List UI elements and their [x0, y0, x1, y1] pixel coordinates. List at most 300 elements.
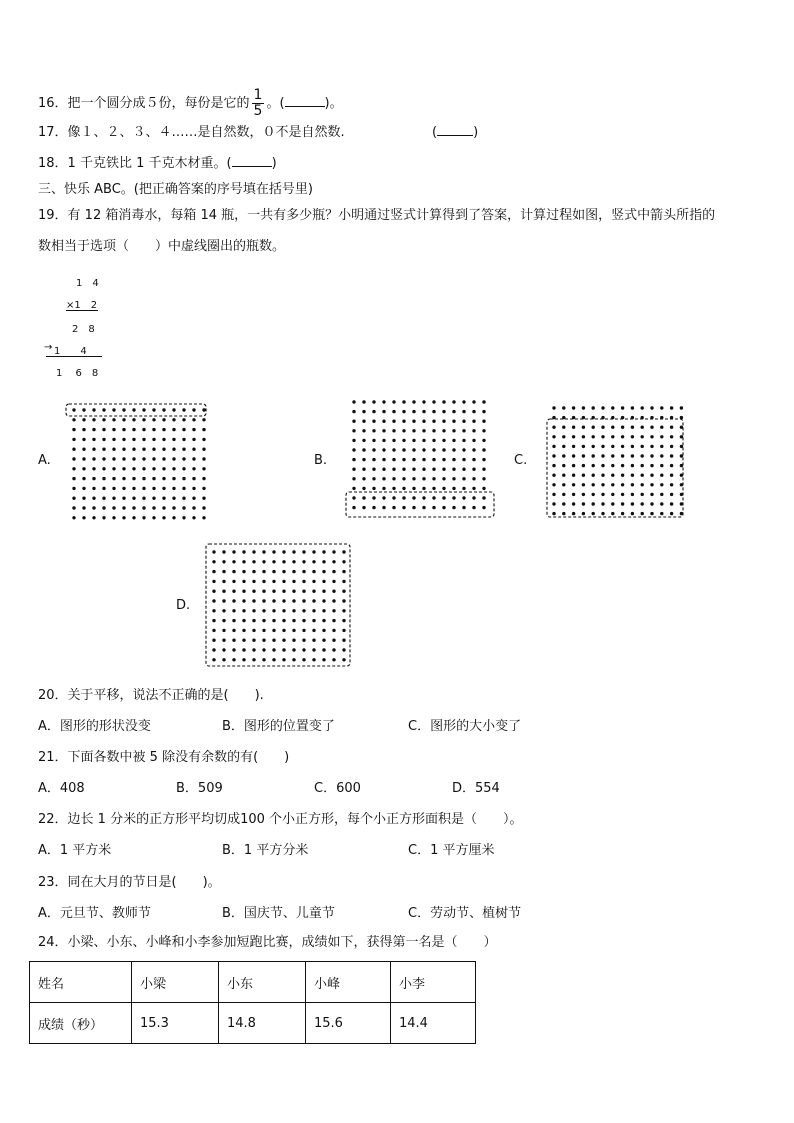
dot: [382, 496, 385, 499]
dot: [112, 457, 115, 460]
dot: [232, 580, 235, 583]
dot: [212, 629, 215, 632]
dot: [162, 428, 165, 431]
dot: [242, 580, 245, 583]
dot: [452, 477, 455, 480]
dot: [362, 429, 365, 432]
dot: [172, 467, 175, 470]
table-cell: 14.4: [391, 1003, 476, 1044]
dot: [242, 648, 245, 651]
dot: [432, 400, 435, 403]
fraction: [252, 88, 265, 119]
dot: [102, 497, 105, 500]
dot: [312, 639, 315, 642]
dot: [452, 400, 455, 403]
dot: [212, 580, 215, 583]
dot: [562, 512, 565, 515]
dot: [422, 429, 425, 432]
dot: [552, 445, 555, 448]
dot: [382, 400, 385, 403]
dot: [222, 550, 225, 553]
dot: [372, 468, 375, 471]
dot: [362, 420, 365, 423]
dot: [72, 487, 75, 490]
dot: [650, 426, 653, 429]
dot: [102, 418, 105, 421]
dot: [592, 435, 595, 438]
answer-blank[interactable]: [232, 166, 272, 167]
dot: [611, 406, 614, 409]
dot: [142, 457, 145, 460]
dot: [212, 560, 215, 563]
dot: [292, 629, 295, 632]
dot: [650, 435, 653, 438]
dot: [252, 648, 255, 651]
dot: [342, 619, 345, 622]
dot: [452, 410, 455, 413]
dot: [252, 599, 255, 602]
dot: [302, 590, 305, 593]
dot: [432, 429, 435, 432]
dot: [552, 502, 555, 505]
q22-option-a[interactable]: A．1 平方米: [38, 843, 112, 858]
dot: [650, 464, 653, 467]
dot: [432, 420, 435, 423]
dot-grid-option-c[interactable]: [542, 398, 692, 524]
dot: [352, 487, 355, 490]
dot: [222, 580, 225, 583]
dot: [650, 512, 653, 515]
dot: [102, 428, 105, 431]
dot: [621, 426, 624, 429]
dot: [222, 619, 225, 622]
dot: [222, 639, 225, 642]
dot: [621, 406, 624, 409]
dot: [472, 439, 475, 442]
dot: [432, 477, 435, 480]
dot: [182, 448, 185, 451]
dot: [352, 420, 355, 423]
dot: [582, 483, 585, 486]
dot: [442, 477, 445, 480]
dot: [552, 454, 555, 457]
q23-option-a[interactable]: A．元旦节、教师节: [38, 906, 151, 921]
dot: [142, 448, 145, 451]
dot: [631, 426, 634, 429]
q17-close-paren: ): [473, 125, 479, 140]
dot: [192, 477, 195, 480]
dot: [112, 448, 115, 451]
dot: [142, 516, 145, 519]
q20-option-c[interactable]: C．图形的大小变了: [408, 719, 522, 734]
dot: [442, 496, 445, 499]
dot: [680, 406, 683, 409]
dot: [422, 410, 425, 413]
dot: [292, 599, 295, 602]
dot: [660, 454, 663, 457]
dot: [422, 420, 425, 423]
dot: [192, 487, 195, 490]
dot: [641, 483, 644, 486]
dot: [670, 406, 673, 409]
dot: [611, 464, 614, 467]
dot: [442, 439, 445, 442]
dot: [152, 477, 155, 480]
table-cell: 成绩（秒）: [30, 1003, 132, 1044]
dot: [82, 408, 85, 411]
dot: [72, 438, 75, 441]
question-20: 20．关于平移，说法不正确的是( ).: [38, 688, 264, 703]
dot: [272, 560, 275, 563]
dot: [172, 497, 175, 500]
dot: [322, 560, 325, 563]
dot: [422, 439, 425, 442]
dot: [472, 477, 475, 480]
dot: [422, 496, 425, 499]
dot: [660, 464, 663, 467]
dot: [412, 487, 415, 490]
dot: [322, 609, 325, 612]
table-cell: 小东: [219, 962, 306, 1003]
dot: [372, 439, 375, 442]
dot: [482, 448, 485, 451]
dot: [660, 502, 663, 505]
dot: [272, 550, 275, 553]
dot: [92, 428, 95, 431]
dot: [372, 458, 375, 461]
dot: [660, 474, 663, 477]
q22-option-c[interactable]: C．1 平方厘米: [408, 843, 495, 858]
dot: [292, 590, 295, 593]
dot: [582, 474, 585, 477]
dot: [292, 648, 295, 651]
dot: [312, 629, 315, 632]
dot: [92, 408, 95, 411]
dot: [552, 426, 555, 429]
dot: [482, 410, 485, 413]
dot: [162, 506, 165, 509]
dot: [452, 487, 455, 490]
dot: [392, 429, 395, 432]
dot: [222, 599, 225, 602]
dot-grid-option-b[interactable]: [340, 392, 506, 522]
dot: [232, 648, 235, 651]
dot: [472, 429, 475, 432]
dot: [342, 609, 345, 612]
dot: [262, 629, 265, 632]
dot: [232, 639, 235, 642]
dot: [82, 467, 85, 470]
dot: [392, 458, 395, 461]
dot: [670, 474, 673, 477]
option-b-label: B.: [314, 453, 328, 468]
option-c-label: C.: [514, 453, 528, 468]
q21-option-b[interactable]: B．509: [176, 781, 223, 796]
dot: [192, 516, 195, 519]
q23-option-c[interactable]: C．劳动节、植树节: [408, 906, 522, 921]
dot: [122, 487, 125, 490]
answer-blank[interactable]: [285, 106, 325, 107]
dot: [322, 580, 325, 583]
dot: [202, 428, 205, 431]
dot: [102, 516, 105, 519]
dot: [562, 483, 565, 486]
dot: [202, 438, 205, 441]
dot: [562, 406, 565, 409]
dot: [392, 420, 395, 423]
dot: [552, 512, 555, 515]
dot: [192, 408, 195, 411]
table-row: [30, 962, 476, 1003]
dot: [172, 428, 175, 431]
dot: [601, 474, 604, 477]
dot-grid-option-a[interactable]: [60, 398, 216, 528]
dot: [182, 438, 185, 441]
calc-rule: [66, 310, 98, 311]
q20-option-a[interactable]: A．图形的形状没变: [38, 719, 151, 734]
dot: [102, 457, 105, 460]
dot: [332, 580, 335, 583]
dot: [212, 658, 215, 661]
dot: [82, 418, 85, 421]
dot: [312, 599, 315, 602]
q22-option-b[interactable]: B．1 平方分米: [222, 843, 309, 858]
dot: [660, 512, 663, 515]
dot: [262, 570, 265, 573]
calc-row-2: ×1 2: [66, 300, 98, 311]
table-cell: 小梁: [132, 962, 219, 1003]
dot: [362, 487, 365, 490]
q17-text: 17．像１、２、３、４……是自然数，０不是自然数.: [38, 125, 345, 140]
dot: [242, 570, 245, 573]
dot: [660, 435, 663, 438]
table-cell: 14.8: [219, 1003, 306, 1044]
dot: [182, 497, 185, 500]
dot: [142, 408, 145, 411]
dot: [112, 506, 115, 509]
dot: [562, 502, 565, 505]
q23-option-b[interactable]: B．国庆节、儿童节: [222, 906, 335, 921]
dot: [572, 435, 575, 438]
dot: [182, 428, 185, 431]
q20-option-b[interactable]: B．图形的位置变了: [222, 719, 335, 734]
dashed-selection-box: [547, 419, 683, 517]
dot: [362, 410, 365, 413]
dot: [382, 439, 385, 442]
dot: [132, 408, 135, 411]
dot: [272, 619, 275, 622]
dot: [452, 429, 455, 432]
dot: [631, 474, 634, 477]
dot: [631, 512, 634, 515]
dot: [282, 629, 285, 632]
dot: [162, 477, 165, 480]
dot: [252, 580, 255, 583]
dot: [192, 418, 195, 421]
dot: [432, 496, 435, 499]
dot: [102, 477, 105, 480]
dot: [472, 468, 475, 471]
q21-option-a[interactable]: A．408: [38, 781, 85, 796]
dot: [292, 550, 295, 553]
dot: [262, 648, 265, 651]
dot: [182, 408, 185, 411]
dot: [472, 458, 475, 461]
dot: [592, 502, 595, 505]
dot: [592, 426, 595, 429]
dot: [212, 609, 215, 612]
dot: [202, 448, 205, 451]
dot: [72, 457, 75, 460]
question-18: [38, 155, 277, 173]
dot: [592, 454, 595, 457]
dot: [592, 464, 595, 467]
dot: [232, 550, 235, 553]
answer-blank[interactable]: [437, 135, 473, 136]
dot-grid-option-d[interactable]: [200, 540, 356, 670]
dot: [562, 493, 565, 496]
dot: [641, 464, 644, 467]
dot: [72, 448, 75, 451]
dot: [82, 506, 85, 509]
dot: [302, 580, 305, 583]
dot: [432, 410, 435, 413]
dot: [152, 408, 155, 411]
dot: [282, 658, 285, 661]
dot: [242, 658, 245, 661]
dot: [122, 516, 125, 519]
dot: [82, 448, 85, 451]
dot: [232, 570, 235, 573]
dot: [641, 454, 644, 457]
dot: [282, 619, 285, 622]
dot: [462, 429, 465, 432]
dot: [142, 428, 145, 431]
dot: [262, 599, 265, 602]
dot: [392, 400, 395, 403]
dot: [262, 639, 265, 642]
dot: [82, 438, 85, 441]
dot: [262, 550, 265, 553]
dot: [192, 438, 195, 441]
dot: [212, 619, 215, 622]
dot: [552, 493, 555, 496]
dot: [422, 487, 425, 490]
dot: [452, 496, 455, 499]
dot: [452, 468, 455, 471]
dot: [242, 619, 245, 622]
dot: [282, 560, 285, 563]
dot: [172, 487, 175, 490]
dot: [611, 454, 614, 457]
dot: [202, 506, 205, 509]
dot: [592, 406, 595, 409]
dot: [660, 445, 663, 448]
dot: [122, 457, 125, 460]
dot: [650, 406, 653, 409]
dot: [322, 658, 325, 661]
dot: [302, 648, 305, 651]
dot: [272, 580, 275, 583]
dot: [252, 629, 255, 632]
dot: [372, 506, 375, 509]
dot: [592, 483, 595, 486]
dot: [182, 516, 185, 519]
dot: [112, 477, 115, 480]
dot: [152, 467, 155, 470]
dot: [342, 658, 345, 661]
dot: [562, 435, 565, 438]
dot: [332, 609, 335, 612]
dot: [482, 506, 485, 509]
dot: [192, 457, 195, 460]
dot: [192, 467, 195, 470]
dot: [312, 580, 315, 583]
dot: [382, 410, 385, 413]
dot: [432, 468, 435, 471]
dot: [202, 516, 205, 519]
dot: [122, 467, 125, 470]
dot: [572, 512, 575, 515]
dot: [132, 457, 135, 460]
dot: [482, 487, 485, 490]
q21-option-c[interactable]: C．600: [314, 781, 361, 796]
calc-row-3: 2 8: [72, 324, 95, 335]
dot: [412, 496, 415, 499]
dot: [142, 438, 145, 441]
dot: [641, 474, 644, 477]
dot: [352, 468, 355, 471]
dot: [212, 590, 215, 593]
dot: [262, 580, 265, 583]
dot: [462, 420, 465, 423]
dot: [72, 497, 75, 500]
question-24: 24．小梁、小东、小峰和小李参加短跑比赛，成绩如下，获得第一名是（ ）: [38, 935, 497, 950]
dot: [342, 570, 345, 573]
dot: [162, 457, 165, 460]
dot: [462, 477, 465, 480]
dot: [302, 629, 305, 632]
dot: [482, 468, 485, 471]
dot: [670, 512, 673, 515]
dot: [482, 400, 485, 403]
dot: [162, 438, 165, 441]
table-cell: 15.6: [306, 1003, 391, 1044]
dot: [242, 560, 245, 563]
dot: [412, 429, 415, 432]
q18-text: 18．1 千克铁比 1 千克木材重。(: [38, 156, 232, 171]
dot: [631, 493, 634, 496]
dot: [452, 439, 455, 442]
dot: [462, 458, 465, 461]
dot: [372, 496, 375, 499]
dot: [670, 464, 673, 467]
dot: [332, 599, 335, 602]
dot: [621, 435, 624, 438]
dot: [72, 467, 75, 470]
dot: [621, 512, 624, 515]
dot: [82, 477, 85, 480]
dot: [611, 502, 614, 505]
dot: [282, 550, 285, 553]
dot: [572, 502, 575, 505]
dot: [641, 512, 644, 515]
dot: [392, 439, 395, 442]
q21-option-d[interactable]: D．554: [452, 781, 500, 796]
dot: [112, 428, 115, 431]
dot: [152, 497, 155, 500]
dot: [292, 658, 295, 661]
